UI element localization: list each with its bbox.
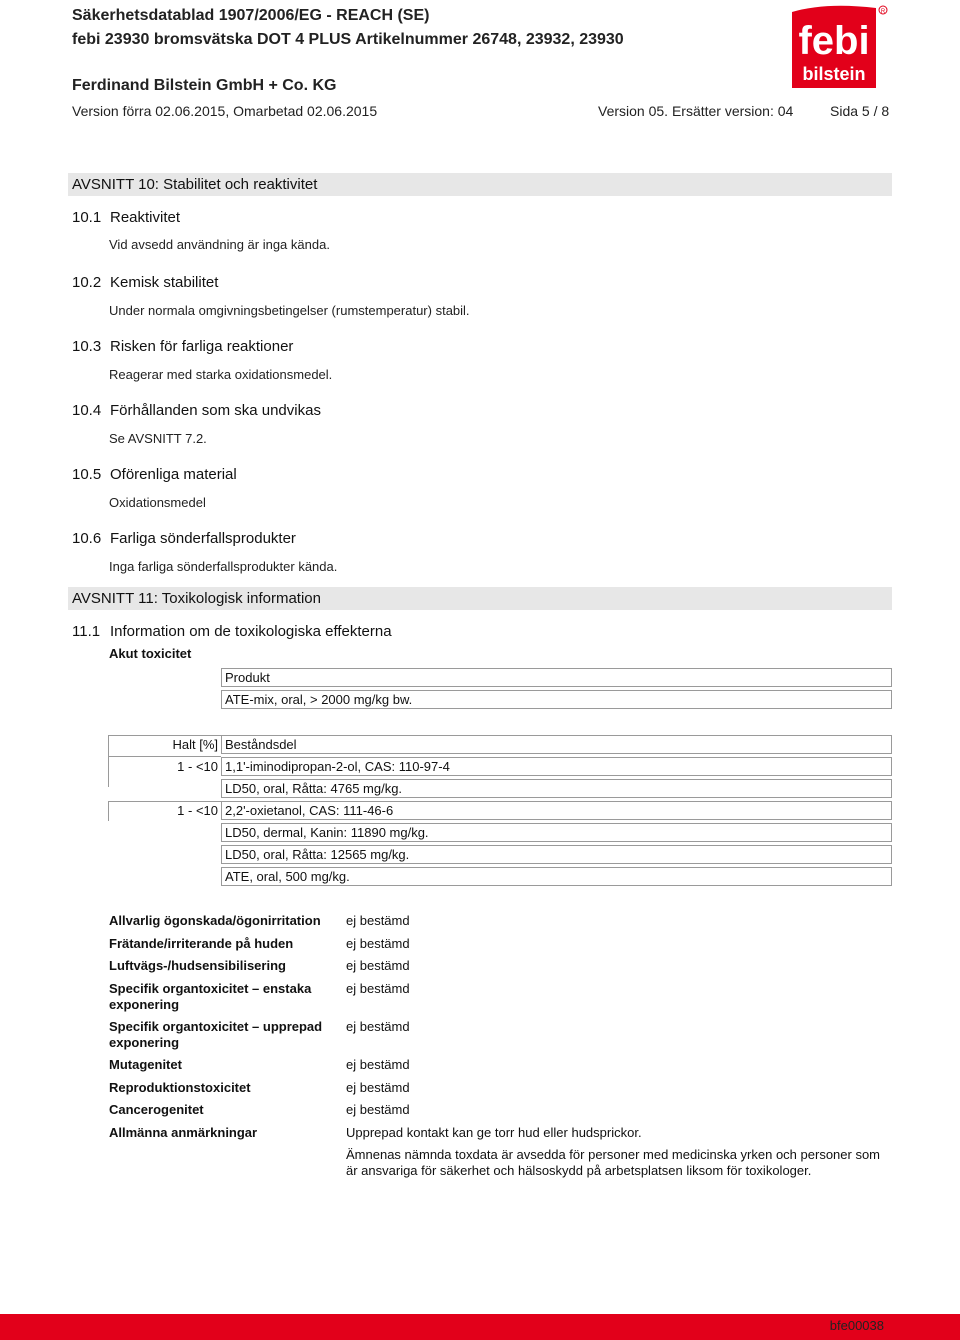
table-row-value: LD50, oral, Råtta: 12565 mg/kg.: [221, 845, 892, 864]
property-label: Frätande/irriterande på huden: [109, 936, 294, 951]
property-label: Specifik organtoxicitet – enstaka exponering: [109, 981, 312, 1012]
subsection-10-5: 10.5 Oförenliga material: [72, 466, 237, 483]
subsection-11-1: 11.1 Information om de toxikologiska effekterna: [72, 623, 392, 640]
table-row-value: ATE, oral, 500 mg/kg.: [221, 867, 892, 886]
logo-brand-text: febi: [798, 19, 870, 63]
property-label: Cancerogenitet: [109, 1102, 204, 1117]
section-11-title: AVSNITT 11: Toxikologisk information: [68, 587, 892, 610]
property-value: ej bestämd: [346, 1019, 410, 1034]
subsection-10-3-text: Reagerar med starka oxidationsmedel.: [109, 367, 333, 382]
table-row-pct: 1 - <10: [177, 759, 218, 774]
toxicology-note: Ämnenas nämnda toxdata är avsedda för personer med medicinska yrken och personer som är ansvariga för säkerhet och hälsoskydd på arbetsplatsen liksom för toxikologer.: [346, 1147, 881, 1178]
subsection-10-5-text: Oxidationsmedel: [109, 495, 206, 510]
table-row-pct: 1 - <10: [177, 803, 218, 818]
product-name: febi 23930 bromsvätska DOT 4 PLUS Artikelnummer 26748, 23932, 23930: [72, 31, 624, 48]
subsection-10-1: 10.1 Reaktivitet: [72, 209, 181, 226]
property-value: ej bestämd: [346, 936, 410, 951]
table-row-component: 2,2'-oxietanol, CAS: 111-46-6: [221, 801, 892, 820]
document-code: bfe00038: [829, 1318, 884, 1333]
property-label: Luftvägs-/hudsensibilisering: [109, 958, 286, 973]
subsection-10-4-text: Se AVSNITT 7.2.: [109, 431, 207, 446]
subsection-10-2-text: Under normala omgivningsbetingelser (rumstemperatur) stabil.: [109, 303, 470, 318]
property-value: ej bestämd: [346, 1102, 410, 1117]
col-header-pct: Halt [%]: [172, 737, 218, 752]
subsection-10-3: 10.3 Risken för farliga reaktioner: [72, 338, 294, 355]
col-header-component: Beståndsdel: [221, 735, 892, 754]
company-name: Ferdinand Bilstein GmbH + Co. KG: [72, 77, 337, 94]
svg-text:R: R: [880, 9, 886, 15]
footer-bar: [0, 1314, 960, 1340]
section-10-title: AVSNITT 10: Stabilitet och reaktivitet: [68, 173, 892, 196]
property-value: ej bestämd: [346, 958, 410, 973]
property-label: Allvarlig ögonskada/ögonirritation: [109, 913, 321, 928]
property-label: Reproduktionstoxicitet: [109, 1080, 251, 1095]
property-value: ej bestämd: [346, 913, 410, 928]
property-label: Allmänna anmärkningar: [109, 1125, 258, 1140]
previous-version: Version förra 02.06.2015, Omarbetad 02.06.2015: [72, 103, 378, 119]
table-row-value: LD50, oral, Råtta: 4765 mg/kg.: [221, 779, 892, 798]
logo-sub-text: bilstein: [802, 64, 866, 84]
subsection-10-6-text: Inga farliga sönderfallsprodukter kända.: [109, 559, 338, 574]
property-value: ej bestämd: [346, 981, 410, 996]
subsection-10-6: 10.6 Farliga sönderfallsprodukter: [72, 530, 296, 547]
property-value: Upprepad kontakt kan ge torr hud eller hudsprickor.: [346, 1125, 642, 1140]
febi-bilstein-logo: [786, 4, 890, 90]
subsection-10-4: 10.4 Förhållanden som ska undvikas: [72, 402, 321, 419]
document-title: Säkerhetsdatablad 1907/2006/EG - REACH (SE): [72, 7, 430, 24]
property-label: Mutagenitet: [109, 1057, 182, 1072]
product-table-header: Produkt: [221, 668, 892, 687]
table-row-component: 1,1'-iminodipropan-2-ol, CAS: 110-97-4: [221, 757, 892, 776]
subsection-10-2: 10.2 Kemisk stabilitet: [72, 274, 219, 291]
product-table-row: ATE-mix, oral, > 2000 mg/kg bw.: [221, 690, 892, 709]
version-info: Version 05. Ersätter version: 04: [598, 103, 794, 119]
table-row-value: LD50, dermal, Kanin: 11890 mg/kg.: [221, 823, 892, 842]
page-number: Sida 5 / 8: [830, 103, 890, 119]
acute-toxicity-label: Akut toxicitet: [109, 646, 192, 661]
subsection-10-1-text: Vid avsedd användning är inga kända.: [109, 237, 330, 252]
property-value: ej bestämd: [346, 1080, 410, 1095]
property-value: ej bestämd: [346, 1057, 410, 1072]
property-label: Specifik organtoxicitet – upprepad exponering: [109, 1019, 323, 1050]
